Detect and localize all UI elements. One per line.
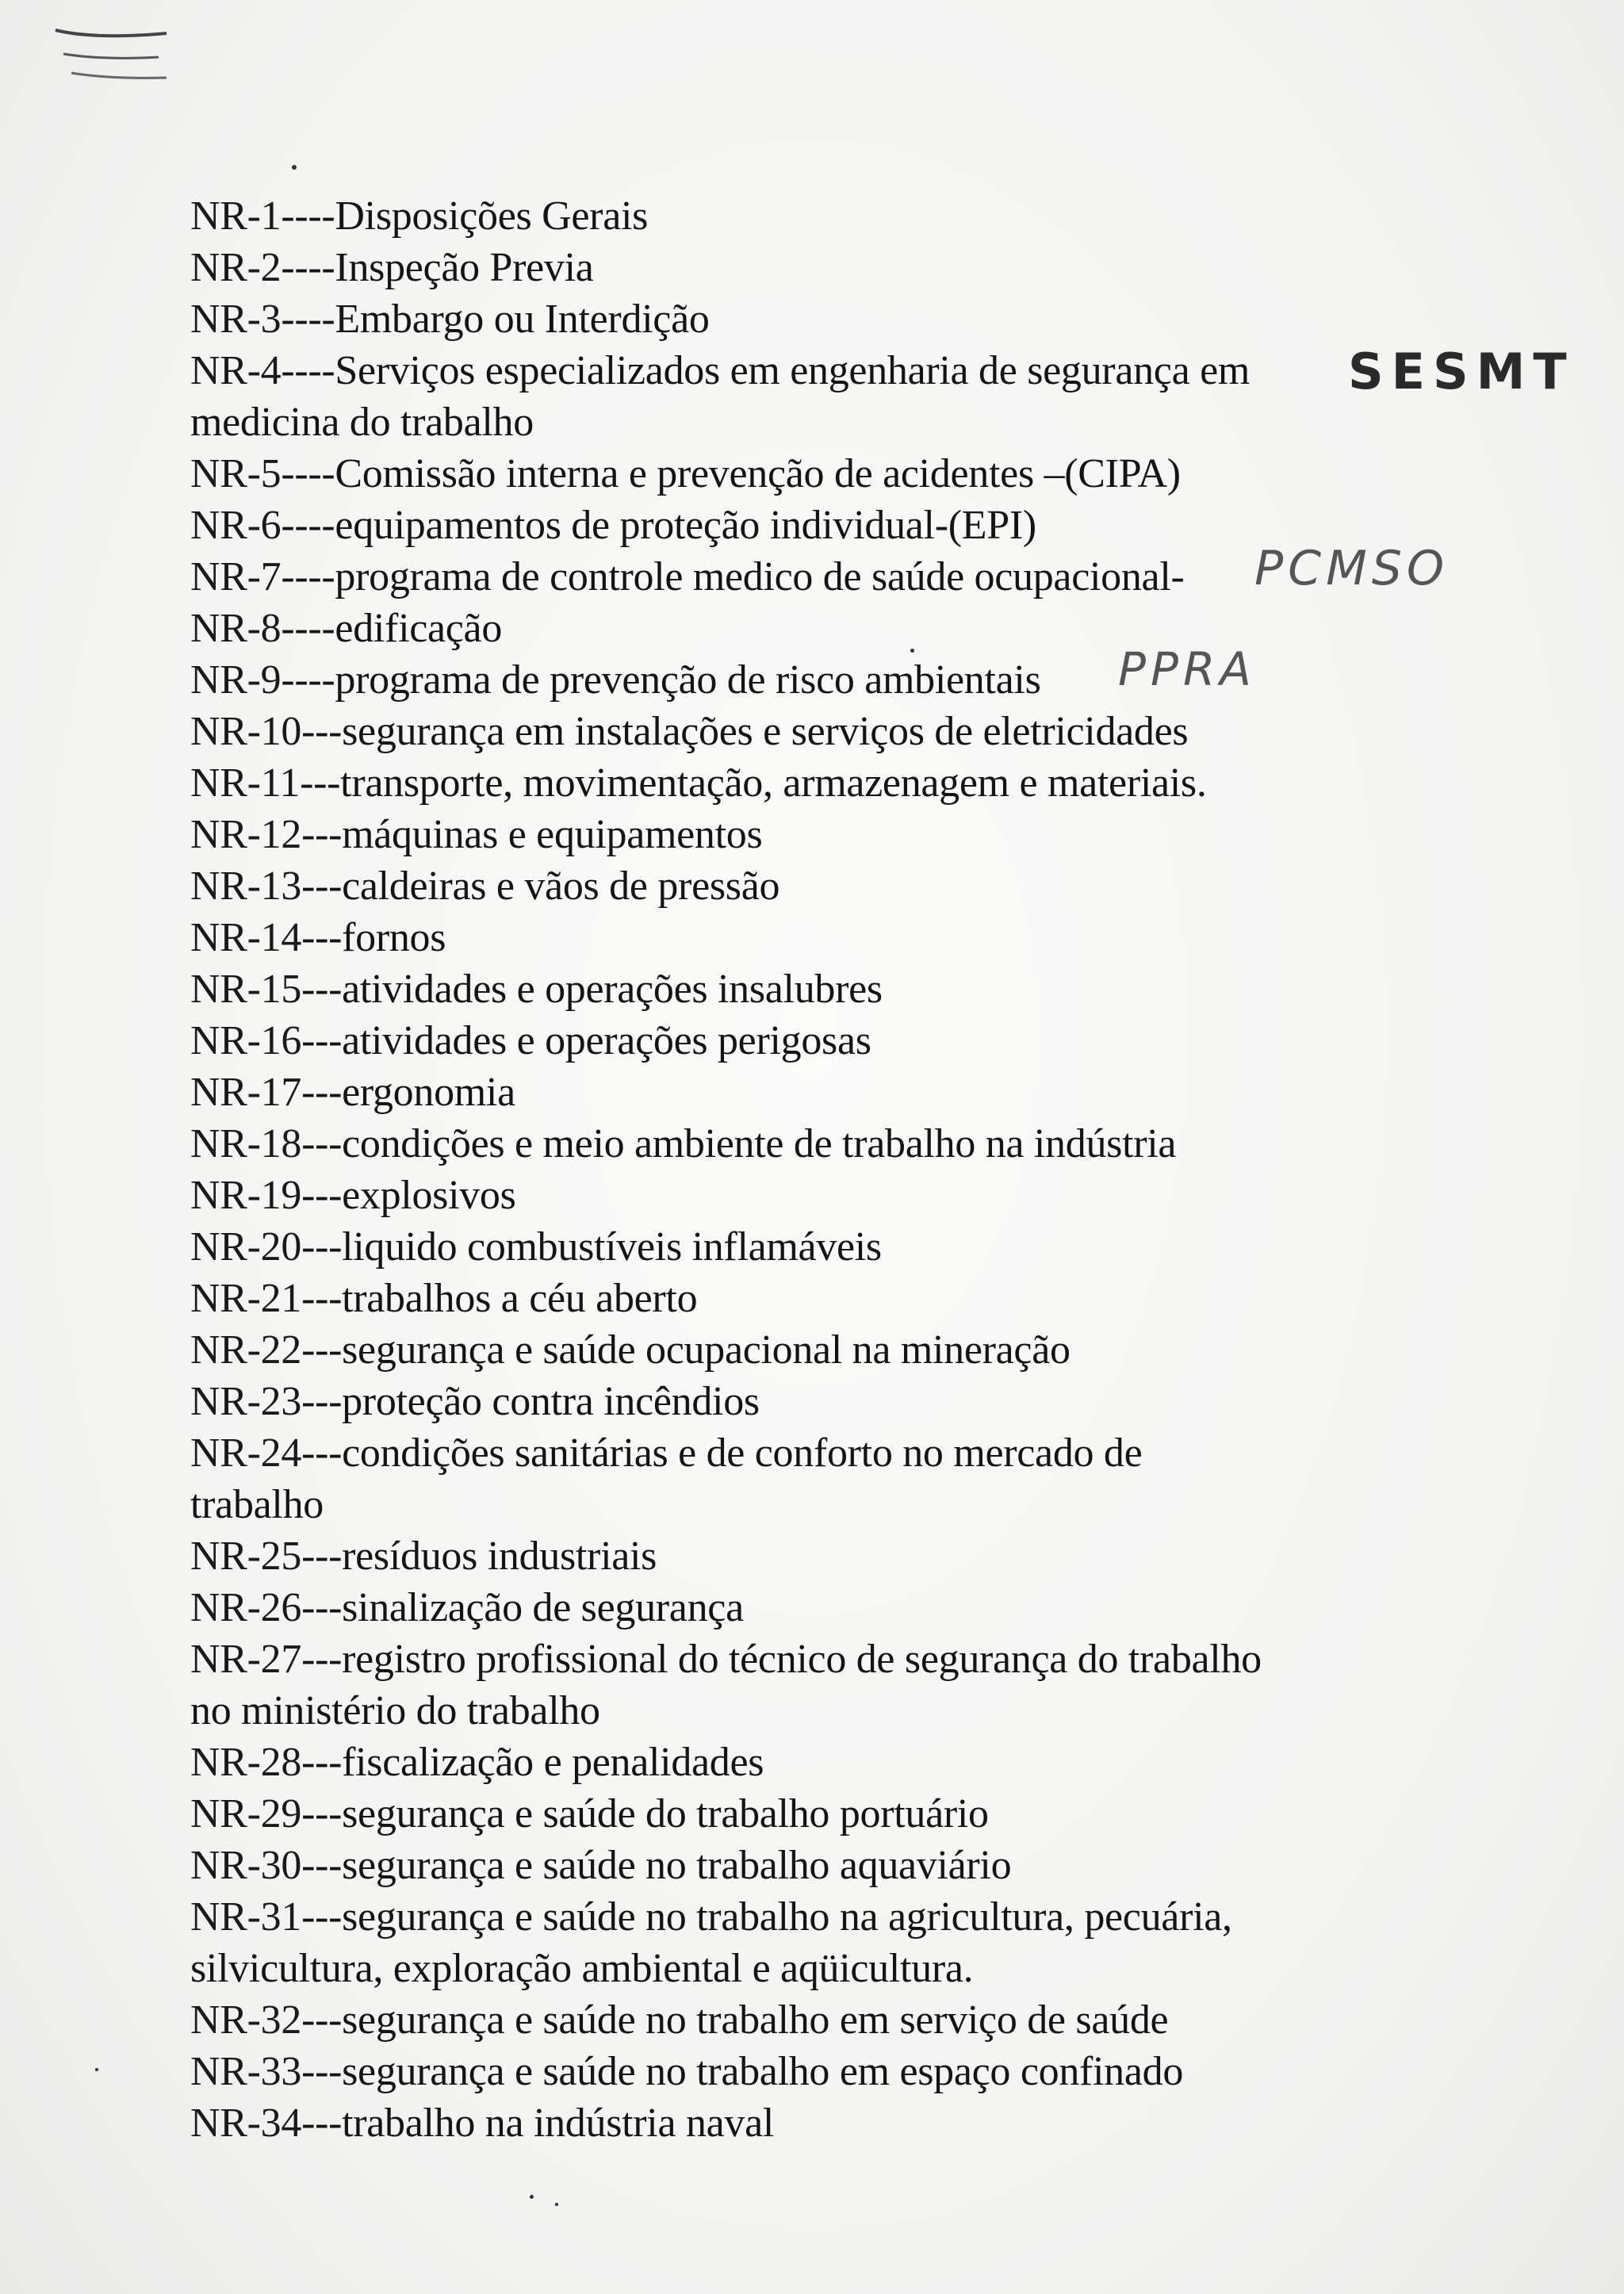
nr-code: NR-2 <box>190 245 282 290</box>
nr-description: ---resíduos industriais <box>301 1534 657 1579</box>
nr-description: ---proteção contra incêndios <box>301 1379 760 1424</box>
nr-code: NR-29 <box>190 1791 302 1836</box>
nr-code: NR-8 <box>190 606 282 651</box>
staple-marks <box>48 16 174 87</box>
nr-description: ---segurança e saúde no trabalho em espaço confinado <box>301 2049 1184 2094</box>
nr-description: ---atividades e operações perigosas <box>301 1018 871 1063</box>
list-item <box>190 1479 1554 1530</box>
nr-list <box>190 190 1554 2149</box>
nr-description: ---fornos <box>301 915 446 960</box>
nr-code: NR-33 <box>190 2049 302 2094</box>
nr-code: NR-12 <box>190 812 302 857</box>
list-item <box>190 1376 1554 1427</box>
nr-code: NR-17 <box>190 1070 302 1115</box>
nr-code: NR-30 <box>190 1843 302 1888</box>
nr-code: NR-24 <box>190 1430 302 1476</box>
nr-code: NR-15 <box>190 967 302 1012</box>
nr-description: ----equipamentos de proteção individual-(EPI) <box>281 503 1036 548</box>
nr-description: ----programa de controle medico de saúde ocupacional- <box>281 554 1185 599</box>
list-item <box>190 293 1554 345</box>
nr-description: ---sinalização de segurança <box>301 1585 744 1630</box>
nr-code: NR-11 <box>190 760 301 806</box>
list-item <box>190 1788 1554 1840</box>
nr-description: ---atividades e operações insalubres <box>301 967 883 1012</box>
nr-description: ----Comissão interna e prevenção de acidentes –(CIPA) <box>281 451 1181 496</box>
ink-speck <box>292 165 297 170</box>
list-item <box>190 448 1554 500</box>
list-item <box>190 190 1554 242</box>
nr-description: ---segurança e saúde do trabalho portuário <box>301 1791 989 1836</box>
list-item <box>190 1685 1554 1737</box>
list-item <box>190 1273 1554 1324</box>
handwritten-pcmso: PCMSO <box>1254 541 1450 596</box>
list-item <box>190 809 1554 860</box>
nr-description: ----programa de prevenção de risco ambientais <box>281 657 1041 703</box>
nr-description: ---transporte, movimentação, armazenagem e materiais. <box>300 760 1207 806</box>
nr-description: ----edificação <box>281 606 503 651</box>
nr-code: NR-5 <box>190 451 282 496</box>
list-item <box>190 1994 1554 2046</box>
handwritten-sesmt: SESMT <box>1348 343 1575 400</box>
nr-description: ---liquido combustíveis inflamáveis <box>301 1224 882 1270</box>
list-item <box>190 1582 1554 1633</box>
nr-description: ----Serviços especializados em engenharia de segurança em <box>281 348 1250 393</box>
list-item <box>190 1067 1554 1118</box>
ink-speck <box>530 2195 534 2199</box>
nr-description: ---ergonomia <box>301 1070 515 1115</box>
nr-code: NR-25 <box>190 1534 302 1579</box>
nr-description: ----Embargo ou Interdição <box>281 297 710 342</box>
nr-description: ---condições sanitárias e de conforto no mercado de <box>301 1430 1143 1476</box>
nr-description: ---caldeiras e vãos de pressão <box>301 864 780 909</box>
list-item <box>190 654 1554 706</box>
list-item <box>190 1221 1554 1273</box>
nr-code: NR-20 <box>190 1224 302 1270</box>
nr-description: ---segurança em instalações e serviços de eletricidades <box>301 709 1189 754</box>
nr-code: NR-31 <box>190 1894 302 1940</box>
list-item <box>190 1633 1554 1685</box>
list-item <box>190 963 1554 1015</box>
list-item <box>190 1324 1554 1376</box>
nr-code: NR-28 <box>190 1740 302 1785</box>
list-item <box>190 603 1554 654</box>
nr-code: NR-19 <box>190 1173 302 1218</box>
list-item <box>190 1530 1554 1582</box>
handwritten-ppra: PPRA <box>1118 642 1256 696</box>
list-item <box>190 1170 1554 1221</box>
nr-description: ----Disposições Gerais <box>281 193 649 239</box>
ink-speck <box>555 2203 558 2206</box>
nr-code: NR-1 <box>190 193 282 239</box>
nr-description: trabalho <box>190 1482 324 1527</box>
nr-description: ---segurança e saúde no trabalho na agricultura, pecuária, <box>301 1894 1232 1940</box>
nr-code: NR-14 <box>190 915 302 960</box>
nr-code: NR-13 <box>190 864 302 909</box>
list-item <box>190 1427 1554 1479</box>
nr-code: NR-10 <box>190 709 302 754</box>
nr-code: NR-21 <box>190 1276 302 1321</box>
nr-description: ---condições e meio ambiente de trabalho na indústria <box>301 1121 1177 1166</box>
nr-description: ---trabalho na indústria naval <box>301 2101 775 2146</box>
list-item <box>190 1891 1554 1943</box>
nr-code: NR-3 <box>190 297 282 342</box>
nr-code: NR-23 <box>190 1379 302 1424</box>
list-item <box>190 757 1554 809</box>
nr-description: ---máquinas e equipamentos <box>301 812 763 857</box>
list-item <box>190 1943 1554 1994</box>
nr-code: NR-34 <box>190 2101 302 2146</box>
nr-code: NR-16 <box>190 1018 302 1063</box>
list-item <box>190 1015 1554 1067</box>
nr-description: ---registro profissional do técnico de segurança do trabalho <box>301 1637 1262 1682</box>
nr-description: ---segurança e saúde ocupacional na mineração <box>301 1327 1071 1373</box>
nr-code: NR-7 <box>190 554 282 599</box>
nr-code: NR-32 <box>190 1997 302 2043</box>
nr-description: ---trabalhos a céu aberto <box>301 1276 698 1321</box>
nr-description: no ministério do trabalho <box>190 1688 600 1733</box>
nr-description: medicina do trabalho <box>190 400 534 445</box>
nr-code: NR-4 <box>190 348 282 393</box>
list-item <box>190 396 1554 448</box>
nr-code: NR-26 <box>190 1585 302 1630</box>
ink-speck <box>95 2068 98 2071</box>
list-item <box>190 2097 1554 2149</box>
list-item <box>190 912 1554 963</box>
nr-code: NR-6 <box>190 503 282 548</box>
nr-description: ---explosivos <box>301 1173 516 1218</box>
list-item <box>190 242 1554 293</box>
list-item <box>190 1118 1554 1170</box>
list-item <box>190 2046 1554 2097</box>
nr-description: ----Inspeção Previa <box>281 245 594 290</box>
nr-description: silvicultura, exploração ambiental e aqüicultura. <box>190 1946 974 1991</box>
nr-code: NR-27 <box>190 1637 302 1682</box>
ink-speck <box>910 649 914 653</box>
nr-code: NR-22 <box>190 1327 302 1373</box>
nr-description: ---segurança e saúde no trabalho em serviço de saúde <box>301 1997 1169 2043</box>
list-item <box>190 1737 1554 1788</box>
list-item <box>190 860 1554 912</box>
nr-code: NR-18 <box>190 1121 302 1166</box>
list-item <box>190 706 1554 757</box>
list-item <box>190 1840 1554 1891</box>
nr-code: NR-9 <box>190 657 282 703</box>
nr-description: ---fiscalização e penalidades <box>301 1740 764 1785</box>
nr-description: ---segurança e saúde no trabalho aquaviário <box>301 1843 1012 1888</box>
